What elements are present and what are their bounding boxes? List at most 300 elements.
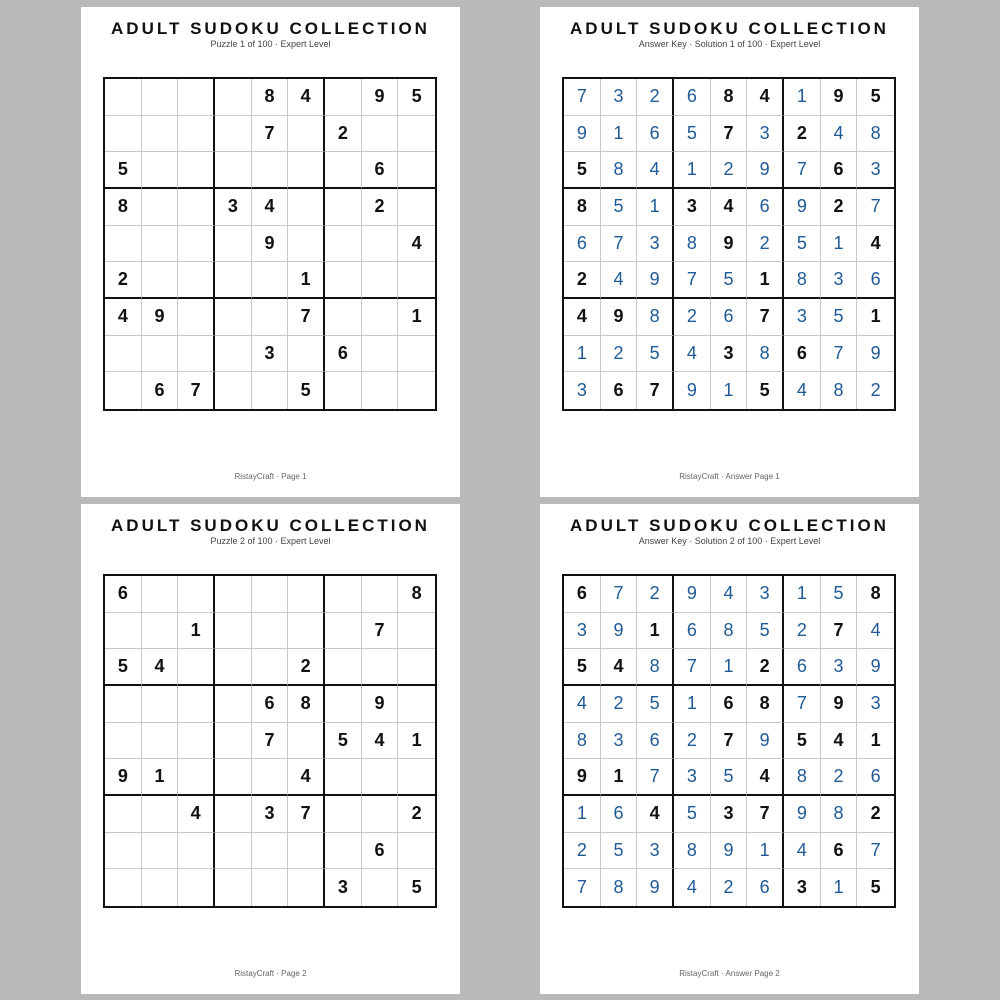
- sudoku-cell: 2: [637, 79, 674, 116]
- sudoku-cell: 1: [747, 833, 784, 870]
- sudoku-cell: [325, 686, 362, 723]
- sudoku-cell: 1: [288, 262, 325, 299]
- sudoku-cell: [215, 723, 252, 760]
- sudoku-cell: 7: [288, 299, 325, 336]
- sudoku-cell: [215, 336, 252, 373]
- sudoku-cell: [178, 869, 215, 906]
- sudoku-cell: 3: [674, 759, 711, 796]
- sudoku-cell: [398, 833, 435, 870]
- sudoku-cell: 3: [747, 116, 784, 153]
- sudoku-cell: 5: [747, 613, 784, 650]
- sudoku-cell: 9: [362, 686, 399, 723]
- sudoku-cell: 5: [637, 336, 674, 373]
- sudoku-cell: [105, 686, 142, 723]
- sudoku-cell: 7: [362, 613, 399, 650]
- sudoku-cell: [252, 759, 289, 796]
- sudoku-cell: [325, 613, 362, 650]
- sudoku-cell: 4: [564, 686, 601, 723]
- sudoku-cell: 9: [252, 226, 289, 263]
- sudoku-cell: [288, 336, 325, 373]
- sudoku-cell: 6: [252, 686, 289, 723]
- sudoku-cell: [142, 226, 179, 263]
- sudoku-cell: 2: [325, 116, 362, 153]
- page-subtitle: Puzzle 1 of 100 · Expert Level: [210, 39, 331, 49]
- sudoku-cell: 4: [178, 796, 215, 833]
- sudoku-grid: [103, 574, 437, 908]
- sudoku-cell: 7: [564, 79, 601, 116]
- sudoku-cell: 9: [362, 79, 399, 116]
- sudoku-cell: 9: [637, 262, 674, 299]
- sudoku-cell: 5: [637, 686, 674, 723]
- sudoku-cell: [288, 869, 325, 906]
- sudoku-cell: 5: [288, 372, 325, 409]
- sudoku-cell: 6: [564, 576, 601, 613]
- sudoku-cell: 2: [674, 723, 711, 760]
- sudoku-cell: 5: [747, 372, 784, 409]
- sudoku-cell: 3: [637, 833, 674, 870]
- sudoku-cell: 2: [784, 613, 821, 650]
- sudoku-cell: 6: [564, 226, 601, 263]
- sudoku-cell: [362, 336, 399, 373]
- sudoku-cell: 7: [637, 759, 674, 796]
- sudoku-cell: 3: [601, 79, 638, 116]
- sudoku-cell: 4: [784, 833, 821, 870]
- sudoku-cell: 5: [711, 759, 748, 796]
- sudoku-cell: [398, 189, 435, 226]
- answer-page-2: [540, 504, 919, 994]
- sudoku-cell: 2: [637, 576, 674, 613]
- sudoku-cell: 6: [362, 833, 399, 870]
- sudoku-cell: [142, 152, 179, 189]
- sudoku-cell: 8: [857, 116, 894, 153]
- sudoku-cell: 4: [747, 759, 784, 796]
- sudoku-cell: [398, 336, 435, 373]
- sudoku-cell: [362, 576, 399, 613]
- sudoku-cell: [362, 759, 399, 796]
- sudoku-cell: 9: [747, 152, 784, 189]
- sudoku-cell: [252, 576, 289, 613]
- sudoku-cell: 6: [821, 833, 858, 870]
- sudoku-cell: 7: [674, 262, 711, 299]
- sudoku-cell: 1: [601, 116, 638, 153]
- sudoku-cell: 6: [821, 152, 858, 189]
- sudoku-cell: 8: [601, 869, 638, 906]
- sudoku-cell: 9: [857, 336, 894, 373]
- answer-page-1: [540, 7, 919, 497]
- sudoku-cell: 8: [564, 189, 601, 226]
- sudoku-cell: 2: [747, 649, 784, 686]
- sudoku-cell: 5: [601, 189, 638, 226]
- sudoku-cell: 9: [601, 613, 638, 650]
- sudoku-cell: 7: [601, 576, 638, 613]
- page-footer: RistayCraft · Page 1: [234, 472, 307, 481]
- sudoku-cell: [215, 759, 252, 796]
- sudoku-cell: 4: [857, 613, 894, 650]
- sudoku-cell: 8: [637, 299, 674, 336]
- sudoku-cell: 2: [564, 262, 601, 299]
- sudoku-cell: 4: [711, 189, 748, 226]
- sudoku-cell: [178, 723, 215, 760]
- sudoku-cell: 3: [821, 262, 858, 299]
- sudoku-cell: 9: [105, 759, 142, 796]
- sudoku-cell: 7: [857, 189, 894, 226]
- sudoku-cell: 5: [674, 796, 711, 833]
- sudoku-cell: 1: [142, 759, 179, 796]
- sudoku-cell: [142, 189, 179, 226]
- sudoku-cell: 4: [142, 649, 179, 686]
- sudoku-cell: 5: [711, 262, 748, 299]
- sudoku-cell: [105, 833, 142, 870]
- sudoku-cell: [252, 372, 289, 409]
- sudoku-cell: 8: [105, 189, 142, 226]
- sudoku-cell: 8: [252, 79, 289, 116]
- sudoku-cell: [215, 869, 252, 906]
- sudoku-cell: 7: [857, 833, 894, 870]
- sudoku-cell: 6: [747, 189, 784, 226]
- sudoku-cell: [362, 869, 399, 906]
- sudoku-cell: [362, 299, 399, 336]
- sudoku-cell: 5: [784, 723, 821, 760]
- sudoku-cell: [142, 576, 179, 613]
- sudoku-grid: [103, 77, 437, 411]
- sudoku-cell: 1: [674, 686, 711, 723]
- sudoku-cell: 1: [821, 869, 858, 906]
- sudoku-cell: 8: [784, 759, 821, 796]
- sudoku-cell: 3: [252, 796, 289, 833]
- sudoku-cell: [215, 796, 252, 833]
- sudoku-cell: 3: [325, 869, 362, 906]
- sudoku-cell: [178, 79, 215, 116]
- sudoku-cell: 9: [674, 576, 711, 613]
- sudoku-cell: [398, 759, 435, 796]
- sudoku-cell: [142, 833, 179, 870]
- sudoku-cell: [252, 299, 289, 336]
- sudoku-cell: [362, 262, 399, 299]
- sudoku-cell: 4: [288, 759, 325, 796]
- page-title: ADULT SUDOKU COLLECTION: [570, 516, 889, 535]
- sudoku-cell: 2: [784, 116, 821, 153]
- sudoku-cell: [105, 116, 142, 153]
- sudoku-cell: 7: [252, 116, 289, 153]
- sudoku-cell: 6: [362, 152, 399, 189]
- sudoku-cell: [142, 723, 179, 760]
- sudoku-cell: 1: [711, 649, 748, 686]
- sudoku-cell: 1: [564, 336, 601, 373]
- sudoku-cell: 3: [215, 189, 252, 226]
- sudoku-cell: 4: [821, 116, 858, 153]
- sudoku-cell: 9: [711, 226, 748, 263]
- sudoku-cell: 7: [252, 723, 289, 760]
- sudoku-cell: 9: [142, 299, 179, 336]
- sudoku-cell: 4: [601, 649, 638, 686]
- sudoku-cell: [178, 226, 215, 263]
- sudoku-cell: 1: [857, 723, 894, 760]
- sudoku-cell: [325, 262, 362, 299]
- sudoku-cell: 3: [252, 336, 289, 373]
- sudoku-cell: 1: [601, 759, 638, 796]
- sudoku-cell: 7: [178, 372, 215, 409]
- sudoku-cell: [288, 576, 325, 613]
- sudoku-cell: 6: [325, 336, 362, 373]
- sudoku-cell: 2: [747, 226, 784, 263]
- sudoku-cell: 4: [637, 152, 674, 189]
- sudoku-cell: 3: [747, 576, 784, 613]
- sudoku-cell: 2: [821, 189, 858, 226]
- sudoku-cell: 2: [711, 152, 748, 189]
- sudoku-cell: [142, 796, 179, 833]
- sudoku-cell: [362, 649, 399, 686]
- sudoku-cell: 3: [674, 189, 711, 226]
- sudoku-cell: [178, 189, 215, 226]
- sudoku-cell: 4: [252, 189, 289, 226]
- sudoku-cell: 6: [711, 686, 748, 723]
- sudoku-cell: 3: [711, 796, 748, 833]
- sudoku-cell: 4: [711, 576, 748, 613]
- sudoku-cell: 6: [747, 869, 784, 906]
- sudoku-cell: 4: [362, 723, 399, 760]
- sudoku-cell: [325, 759, 362, 796]
- sudoku-cell: [178, 116, 215, 153]
- page-subtitle: Answer Key · Solution 2 of 100 · Expert Level: [638, 536, 821, 546]
- sudoku-cell: 9: [637, 869, 674, 906]
- sudoku-cell: [215, 833, 252, 870]
- sudoku-cell: 8: [784, 262, 821, 299]
- sudoku-cell: 7: [711, 116, 748, 153]
- sudoku-cell: 1: [711, 372, 748, 409]
- sudoku-cell: 6: [637, 116, 674, 153]
- sudoku-cell: 4: [674, 336, 711, 373]
- sudoku-cell: [325, 576, 362, 613]
- sudoku-cell: 1: [398, 299, 435, 336]
- sudoku-cell: 7: [784, 686, 821, 723]
- sudoku-cell: [142, 79, 179, 116]
- sudoku-cell: 8: [857, 576, 894, 613]
- sudoku-cell: 1: [674, 152, 711, 189]
- sudoku-cell: [142, 613, 179, 650]
- sudoku-cell: [288, 613, 325, 650]
- sudoku-cell: 8: [564, 723, 601, 760]
- sudoku-cell: [288, 152, 325, 189]
- sudoku-cell: 8: [821, 796, 858, 833]
- sudoku-cell: 5: [105, 649, 142, 686]
- sudoku-cell: [215, 152, 252, 189]
- sudoku-cell: [215, 79, 252, 116]
- sudoku-cell: [398, 116, 435, 153]
- sudoku-cell: [142, 869, 179, 906]
- sudoku-cell: 8: [711, 613, 748, 650]
- sudoku-cell: 7: [601, 226, 638, 263]
- sudoku-cell: 4: [564, 299, 601, 336]
- sudoku-cell: [105, 869, 142, 906]
- puzzle-page-1: [81, 7, 460, 497]
- sudoku-cell: 5: [870, 877, 881, 898]
- sudoku-cell: 4: [857, 226, 894, 263]
- sudoku-cell: [215, 613, 252, 650]
- sudoku-cell: 8: [601, 152, 638, 189]
- sudoku-cell: 4: [674, 869, 711, 906]
- sudoku-cell: [215, 686, 252, 723]
- sudoku-cell: 4: [601, 262, 638, 299]
- sudoku-cell: [252, 152, 289, 189]
- sudoku-cell: 9: [784, 189, 821, 226]
- sudoku-cell: 9: [564, 116, 601, 153]
- sudoku-cell: 3: [564, 613, 601, 650]
- sudoku-cell: [252, 613, 289, 650]
- sudoku-cell: [215, 372, 252, 409]
- sudoku-cell: [142, 686, 179, 723]
- page-footer: RistayCraft · Page 2: [234, 969, 307, 978]
- sudoku-cell: 2: [288, 649, 325, 686]
- sudoku-grid: [562, 574, 896, 908]
- sudoku-cell: 6: [784, 649, 821, 686]
- sudoku-cell: 3: [601, 723, 638, 760]
- sudoku-cell: 2: [821, 759, 858, 796]
- sudoku-cell: 3: [711, 336, 748, 373]
- sudoku-cell: 7: [288, 796, 325, 833]
- sudoku-cell: [105, 613, 142, 650]
- sudoku-cell: 4: [784, 372, 821, 409]
- sudoku-cell: [362, 226, 399, 263]
- sudoku-cell: [105, 79, 142, 116]
- sudoku-cell: 9: [601, 299, 638, 336]
- sudoku-cell: [362, 796, 399, 833]
- sudoku-cell: [325, 79, 362, 116]
- sudoku-cell: [105, 796, 142, 833]
- sudoku-cell: [178, 576, 215, 613]
- sudoku-cell: 8: [711, 79, 748, 116]
- sudoku-cell: [252, 833, 289, 870]
- sudoku-cell: [215, 262, 252, 299]
- sudoku-cell: 3: [564, 372, 601, 409]
- sudoku-cell: 4: [821, 723, 858, 760]
- sudoku-cell: 9: [747, 723, 784, 760]
- sudoku-cell: 7: [747, 796, 784, 833]
- sudoku-cell: [398, 649, 435, 686]
- sudoku-cell: 5: [411, 877, 422, 898]
- sudoku-cell: 9: [564, 759, 601, 796]
- sudoku-cell: 9: [821, 79, 858, 116]
- sudoku-cell: 1: [857, 299, 894, 336]
- sudoku-cell: 7: [637, 372, 674, 409]
- sudoku-cell: 9: [674, 372, 711, 409]
- sudoku-cell: 8: [674, 833, 711, 870]
- sudoku-cell: 6: [784, 336, 821, 373]
- sudoku-cell: [325, 649, 362, 686]
- sudoku-cell: 5: [784, 226, 821, 263]
- sudoku-cell: 1: [821, 226, 858, 263]
- sudoku-cell: [142, 116, 179, 153]
- sudoku-cell: 8: [398, 576, 435, 613]
- sudoku-cell: [142, 336, 179, 373]
- sudoku-cell: [252, 869, 289, 906]
- sudoku-cell: [362, 372, 399, 409]
- sudoku-cell: 5: [821, 576, 858, 613]
- page-title: ADULT SUDOKU COLLECTION: [111, 19, 430, 38]
- sudoku-cell: 9: [821, 686, 858, 723]
- sudoku-cell: [325, 152, 362, 189]
- sudoku-cell: [288, 833, 325, 870]
- sudoku-cell: 6: [142, 372, 179, 409]
- sudoku-cell: [288, 116, 325, 153]
- sudoku-cell: 7: [711, 723, 748, 760]
- sudoku-cell: 6: [601, 796, 638, 833]
- sudoku-cell: [215, 226, 252, 263]
- sudoku-cell: 9: [784, 796, 821, 833]
- sudoku-cell: 6: [105, 576, 142, 613]
- sudoku-cell: 2: [711, 869, 748, 906]
- sudoku-cell: 2: [601, 336, 638, 373]
- sudoku-cell: 2: [674, 299, 711, 336]
- sudoku-cell: [325, 372, 362, 409]
- sudoku-cell: 8: [747, 336, 784, 373]
- sudoku-cell: 8: [637, 649, 674, 686]
- sudoku-cell: 4: [105, 299, 142, 336]
- sudoku-cell: 8: [674, 226, 711, 263]
- sudoku-cell: 1: [637, 613, 674, 650]
- sudoku-cell: 8: [821, 372, 858, 409]
- sudoku-cell: [142, 262, 179, 299]
- sudoku-cell: [288, 723, 325, 760]
- sudoku-cell: 1: [178, 613, 215, 650]
- sudoku-cell: 5: [601, 833, 638, 870]
- sudoku-cell: 4: [637, 796, 674, 833]
- sudoku-cell: [215, 576, 252, 613]
- sudoku-cell: 4: [747, 79, 784, 116]
- puzzle-page-2: [81, 504, 460, 994]
- sudoku-cell: [178, 152, 215, 189]
- sudoku-cell: 6: [857, 759, 894, 796]
- sudoku-cell: 3: [857, 152, 894, 189]
- sudoku-cell: [178, 759, 215, 796]
- sudoku-cell: 3: [637, 226, 674, 263]
- sudoku-cell: 5: [674, 116, 711, 153]
- page-subtitle: Answer Key · Solution 1 of 100 · Expert Level: [638, 39, 821, 49]
- sudoku-cell: 3: [784, 299, 821, 336]
- sudoku-cell: 3: [857, 686, 894, 723]
- sudoku-cell: 5: [857, 79, 894, 116]
- sudoku-cell: 7: [564, 869, 601, 906]
- sudoku-cell: 5: [398, 79, 435, 116]
- sudoku-cell: 5: [564, 152, 601, 189]
- sudoku-cell: 1: [784, 576, 821, 613]
- sudoku-cell: 5: [821, 299, 858, 336]
- sudoku-cell: 9: [711, 833, 748, 870]
- sudoku-cell: [105, 372, 142, 409]
- sudoku-cell: [252, 649, 289, 686]
- sudoku-cell: [325, 833, 362, 870]
- sudoku-cell: 6: [601, 372, 638, 409]
- sudoku-cell: 7: [821, 336, 858, 373]
- sudoku-cell: [398, 262, 435, 299]
- sudoku-cell: 1: [637, 189, 674, 226]
- sudoku-cell: 7: [674, 649, 711, 686]
- page-footer: RistayCraft · Answer Page 1: [679, 472, 780, 481]
- sudoku-cell: 3: [821, 649, 858, 686]
- sudoku-cell: [288, 226, 325, 263]
- sudoku-cell: [325, 299, 362, 336]
- sudoku-cell: 6: [674, 613, 711, 650]
- sudoku-cell: 8: [747, 686, 784, 723]
- sudoku-cell: [215, 116, 252, 153]
- page-title: ADULT SUDOKU COLLECTION: [111, 516, 430, 535]
- sudoku-cell: [288, 189, 325, 226]
- sudoku-cell: [215, 299, 252, 336]
- sudoku-cell: 6: [674, 79, 711, 116]
- sudoku-cell: 1: [564, 796, 601, 833]
- sudoku-cell: 2: [857, 796, 894, 833]
- sudoku-cell: 5: [105, 152, 142, 189]
- sudoku-cell: 2: [362, 189, 399, 226]
